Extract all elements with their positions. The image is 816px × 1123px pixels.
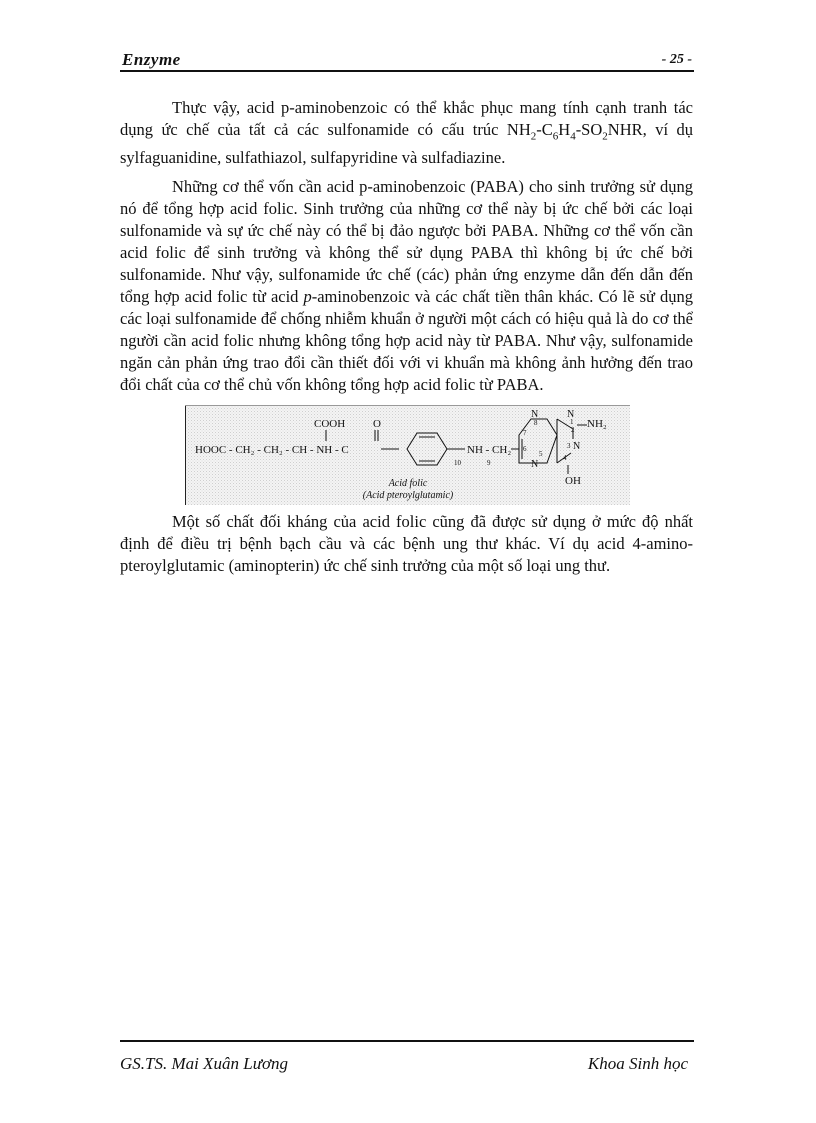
page-header [120,50,694,72]
oxygen-label: O [373,418,381,431]
atom-number-10: 10 [454,459,461,468]
atom-number-7: 7 [523,429,527,438]
side-chain-text: HOOC - CH₂ - CH₂ - CH - NH - C [195,444,349,457]
paragraph-1: Thực vậy, acid p-aminobenzoic có thể khắc phục mang tính cạnh tranh tác dụng ức chế của tất cả các sulfonamide có cấu trúc $NH_2-C_6H_4-SO_2NHR$, ví dụ sylfaguanidine, sulfathiazol, sulfapyridine và sulfadiazine. [120,98,693,168]
main-content [120,97,693,577]
atom-number-4: 4 [563,454,567,463]
n4-label: N [531,459,539,471]
folic-acid-structure-figure [185,405,630,505]
atom-number-8: 8 [534,419,538,428]
folic-acid-structure-image [185,405,630,505]
atom-number-9: 9 [487,459,491,468]
atom-number-5: 5 [539,450,543,459]
footer-department: Khoa Sinh học [587,1054,688,1073]
atom-number-2: 2 [571,426,575,435]
footer-rule [120,1040,694,1042]
atom-number-3: 3 [567,442,571,451]
n2-label: N [567,409,575,421]
header-title: Enzyme [122,50,181,69]
nh-ch2-text: NH - CH₂ [467,444,512,457]
page-footer [120,1040,694,1080]
atom-number-1: 1 [570,418,574,427]
page-number: - 25 - [661,52,692,67]
n1-label: N [531,409,539,421]
paragraph-3: Một số chất đối kháng của acid folic cũng đã được sử dụng ở mức độ nhất định để điều trị bệnh bạch cầu và các bệnh ung thư khác. Ví dụ acid 4-amino-pteroylglutamic (aminopterin) ức chế sinh trưởng của một số loại ung thư. [120,512,693,576]
atom-number-6: 6 [523,445,527,454]
n3-label: N [573,441,581,453]
nh2-label: NH₂ [587,418,607,431]
caption-acid-pteroylglutamic: (Acid pteroylglutamic) [362,490,454,502]
oh-label: OH [565,475,581,488]
header-rule [120,70,694,72]
caption-acid-folic: Acid folic [388,478,428,490]
cooh-label: COOH [314,418,346,431]
paragraph-2: Những cơ thể vốn cần acid p-aminobenzoic (PABA) cho sinh trưởng sử dụng nó để tổng hợp acid folic. Sinh trưởng của những cơ thể này bị ức chế bởi các loại sulfonamide và sự ức chế này có thể bị đảo ngược bởi PABA. Những cơ thể vốn cần acid folic để sinh trưởng và không thể sử dụng PABA thì không bị ức chế bởi sulfonamide. Như vậy, sulfonamide ức chế (các) phản ứng enzyme dẫn đến dẫn đến tổng hợp acid folic từ acid p-aminobenzoic và các chất tiền thân khác. Có lẽ sử dụng các loại sulfonamide để chống nhiễm khuẩn ở người một cách có hiệu quả là do cơ thể người cần acid folic nhưng không tổng hợp acid này từ PABA. Như vậy, sulfonamide ngăn cản phản ứng trao đổi cần thiết đối với vi khuẩn mà không ảnh hưởng đến trao đổi chất của cơ thể chủ vốn không tổng hợp acid folic từ PABA. [120,177,693,395]
footer-author: GS.TS. Mai Xuân Lương [120,1054,289,1073]
